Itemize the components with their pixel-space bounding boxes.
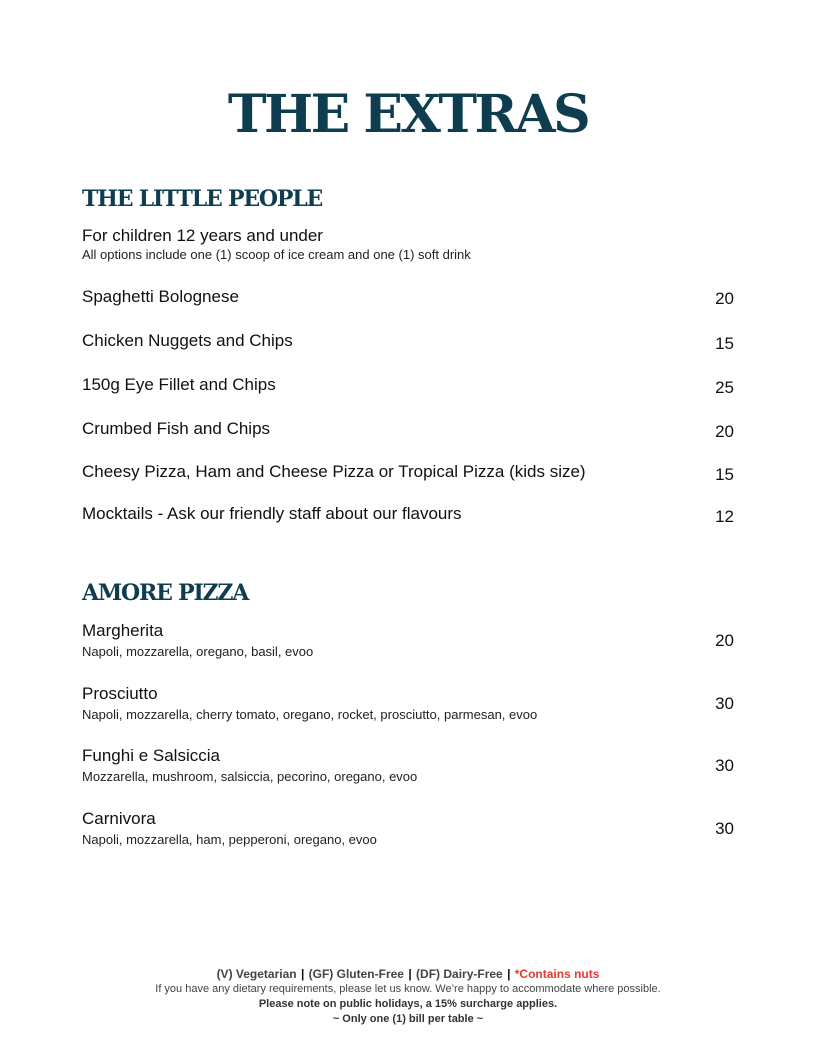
- item-price: 20: [715, 289, 734, 308]
- menu-item: [82, 375, 734, 395]
- page-title: THE EXTRAS: [227, 84, 589, 145]
- legend-dairy-free: (DF) Dairy-Free: [416, 967, 503, 981]
- surcharge-note: Please note on public holidays, a 15% surcharge applies.: [258, 998, 558, 1010]
- item-name: Cheesy Pizza, Ham and Cheese Pizza or Tropical Pizza (kids size): [82, 462, 586, 481]
- legend-separator: |: [300, 967, 305, 981]
- menu-item: [82, 419, 734, 439]
- item-price: 30: [715, 756, 734, 775]
- legend-separator: |: [408, 967, 412, 981]
- menu-item: [82, 331, 734, 351]
- item-price: 12: [715, 507, 734, 526]
- item-description: Mozzarella, mushroom, salsiccia, pecorino, oregano, evoo: [82, 769, 418, 784]
- pizza-section-title: AMORE PIZZA: [82, 580, 249, 606]
- item-name: Spaghetti Bolognese: [82, 287, 239, 306]
- item-description: Napoli, mozzarella, oregano, basil, evoo: [82, 644, 314, 659]
- bill-note: ~ Only one (1) bill per table ~: [332, 1013, 484, 1025]
- menu-item: [82, 462, 734, 482]
- kids-section-title: THE LITTLE PEOPLE: [82, 186, 323, 212]
- item-price: 30: [715, 694, 734, 713]
- item-price: 20: [715, 422, 734, 441]
- item-description: Napoli, mozzarella, ham, pepperoni, oregano, evoo: [82, 832, 377, 847]
- menu-item: [82, 504, 734, 524]
- dietary-legend: [0, 966, 816, 982]
- item-price: 15: [715, 465, 734, 484]
- menu-item: [82, 809, 734, 849]
- kids-intro: [82, 226, 471, 264]
- legend-contains-nuts: *Contains nuts: [514, 967, 600, 981]
- item-price: 20: [715, 631, 734, 650]
- kids-intro-text: For children 12 years and under: [82, 226, 323, 245]
- kids-intro-subtext: All options include one (1) scoop of ice cream and one (1) soft drink: [82, 247, 471, 262]
- menu-item: [82, 621, 734, 661]
- menu-item: [82, 287, 734, 307]
- item-name: Chicken Nuggets and Chips: [82, 331, 293, 350]
- item-name: Funghi e Salsiccia: [82, 746, 220, 765]
- item-name: Crumbed Fish and Chips: [82, 419, 271, 438]
- legend-vegetarian: (V) Vegetarian: [216, 967, 297, 981]
- item-name: Prosciutto: [82, 684, 158, 703]
- item-price: 25: [715, 378, 734, 397]
- item-description: Napoli, mozzarella, cherry tomato, oregano, rocket, prosciutto, parmesan, evoo: [82, 707, 538, 722]
- legend-separator: |: [507, 967, 511, 981]
- legend-gluten-free: (GF) Gluten-Free: [308, 967, 404, 981]
- item-price: 15: [715, 334, 734, 353]
- item-name: Carnivora: [82, 809, 156, 828]
- menu-item: [82, 684, 734, 724]
- item-name: Mocktails - Ask our friendly staff about our flavours: [82, 504, 462, 523]
- dietary-note: If you have any dietary requirements, please let us know. We’re happy to accommodate where possible.: [155, 983, 661, 995]
- footer: [0, 966, 816, 1027]
- menu-item: [82, 746, 734, 786]
- item-name: 150g Eye Fillet and Chips: [82, 375, 276, 394]
- item-price: 30: [715, 819, 734, 838]
- item-name: Margherita: [82, 621, 164, 640]
